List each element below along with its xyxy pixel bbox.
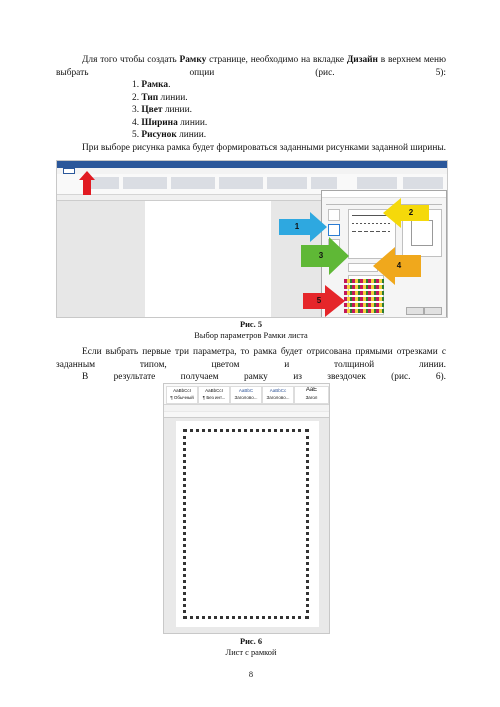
figure5-number: Рис. 5 <box>239 320 263 329</box>
arrow-5-label: 5 <box>316 296 322 305</box>
star-page-border <box>183 429 309 619</box>
document-page <box>176 421 319 627</box>
list-item: 5. Рисунок линии. <box>132 130 207 141</box>
page-number: 8 <box>248 670 254 679</box>
term-frame: Рамку <box>179 55 207 65</box>
term-design-tab: Дизайн <box>346 55 378 65</box>
figure6-number: Рис. 6 <box>239 637 263 646</box>
figure5-caption: Выбор параметров Рамки листа <box>194 331 308 340</box>
list-item: 3. Цвет линии. <box>132 105 192 116</box>
lines-paragraph: Если выбрать первые три параметра, то рамка будет отрисована прямыми отрезками с заданным типом, цветом и толщиной линии. <box>56 347 446 370</box>
figure6-caption: Лист с рамкой <box>225 648 277 657</box>
options-list <box>56 79 446 142</box>
list-item: 2. Тип линии. <box>132 92 188 103</box>
ribbon-group-bar <box>164 405 329 411</box>
list-item: 4. Ширина линии. <box>132 117 208 128</box>
style-heading2[interactable]: AaBbCc Заголово... <box>262 386 294 404</box>
callout-arrows <box>57 161 447 317</box>
list-item: 1. Рамка. <box>132 80 171 90</box>
red-arrow-icon <box>79 171 95 195</box>
style-normal[interactable]: AaBbCcI ¶ Обычный <box>166 386 198 404</box>
result-paragraph: В результате получаем рамку из звездочек (рис. 6). <box>82 372 446 382</box>
arrow-4-label: 4 <box>396 261 402 270</box>
intro-paragraph: Для того чтобы создать Рамку странице, необходимо на вкладке Дизайн в верхнем меню выбрать опции (рис. 5): <box>56 55 446 78</box>
arrow-2-label: 2 <box>408 208 414 217</box>
ruler <box>164 412 329 418</box>
figure5-screenshot <box>56 160 448 318</box>
style-heading1[interactable]: AaBbC Заголово... <box>230 386 262 404</box>
style-title[interactable]: AaE Загол <box>294 386 329 404</box>
style-no-spacing[interactable]: AaBbCcI ¶ Без инт... <box>198 386 230 404</box>
arrow-3-label: 3 <box>318 251 324 260</box>
figure6-screenshot <box>163 383 330 634</box>
picture-paragraph: При выборе рисунка рамка будет формироваться заданными рисунками заданной ширины. <box>82 143 446 153</box>
arrow-1-label: 1 <box>294 222 300 231</box>
